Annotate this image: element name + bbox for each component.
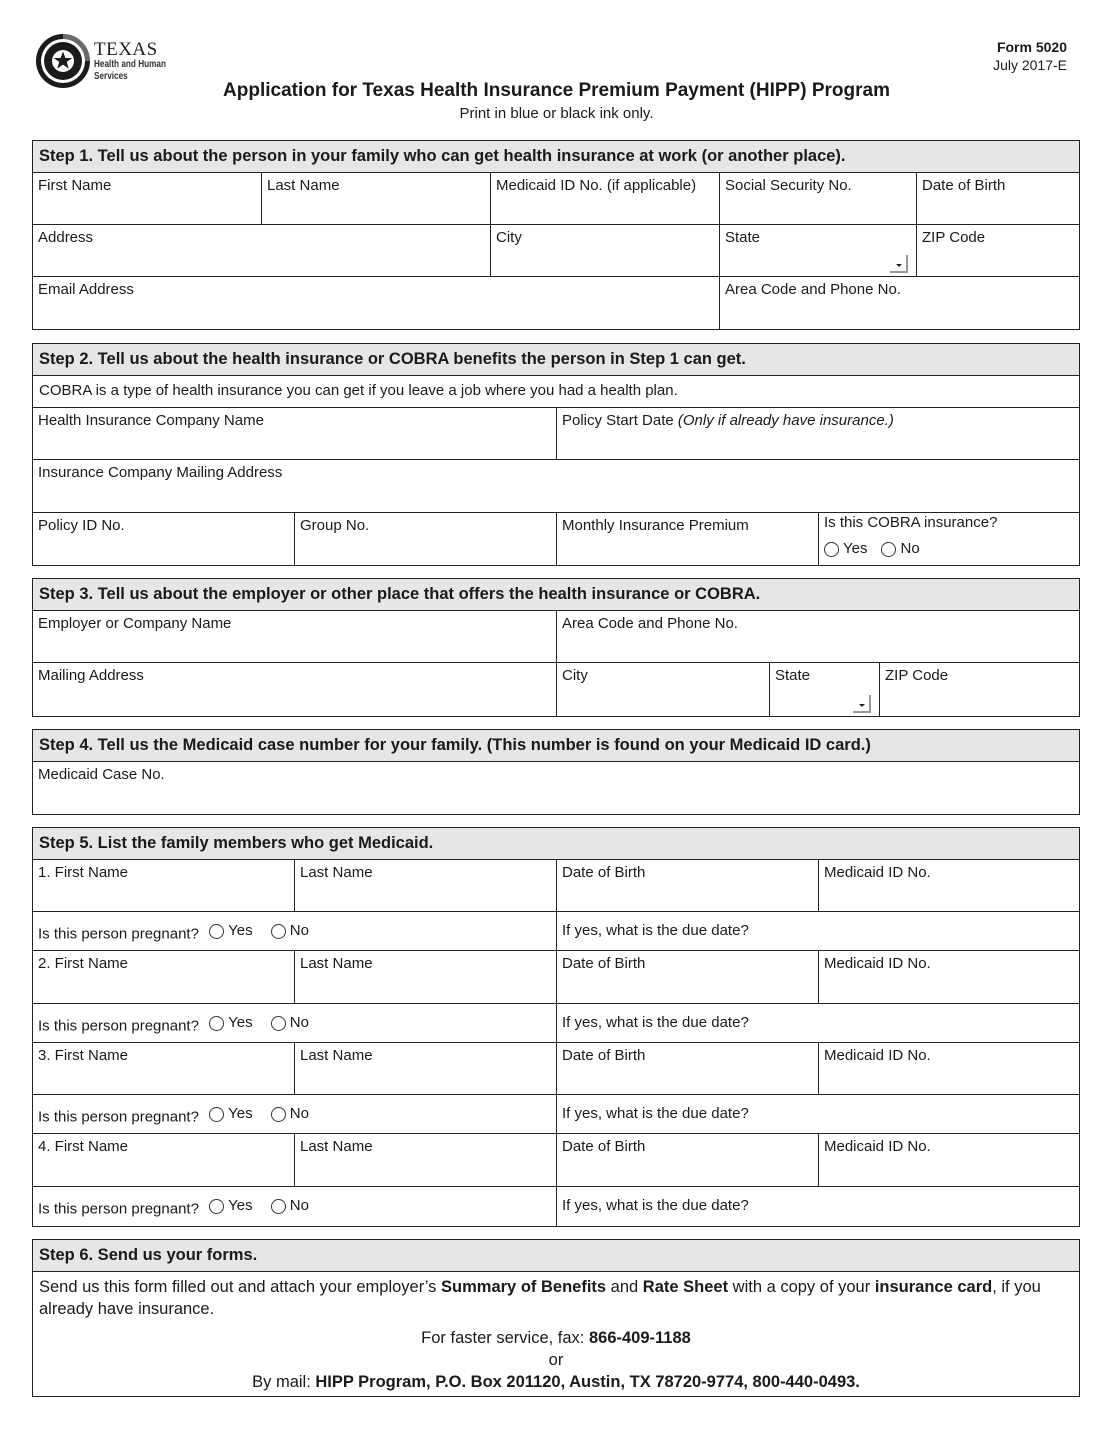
text: By mail: [252,1373,316,1391]
phone-field[interactable] [720,277,1079,329]
radio-circle-icon [271,1107,286,1122]
radio-label: No [289,1014,309,1031]
field-label: Policy ID No. [38,517,125,534]
step4-section [32,729,1080,815]
pregnant-yes-radio[interactable] [209,1105,252,1123]
member-first-name-field[interactable] [33,1043,295,1094]
radio-label: Yes [228,1014,253,1031]
field-label: 1. First Name [38,864,129,881]
field-label: Is this person pregnant? [38,1108,199,1126]
field-label: Area Code and Phone No. [562,615,738,632]
member-last-name-field[interactable] [295,860,557,911]
member-last-name-field[interactable] [295,1134,557,1186]
insurance-mailing-address-field[interactable] [33,460,1079,512]
field-label: ZIP Code [922,229,986,246]
due-date-field[interactable] [557,912,1079,950]
field-label: Email Address [38,281,134,298]
policy-start-date-field[interactable] [557,408,1079,459]
field-label: Last Name [300,864,373,881]
field-label: 2. First Name [38,955,129,972]
state-select[interactable] [720,225,917,276]
field-label: Area Code and Phone No. [725,281,901,298]
radio-label: Yes [843,540,868,557]
cobra-no-radio[interactable] [881,540,919,558]
member-dob-field[interactable] [557,1043,819,1094]
monthly-premium-field[interactable] [557,513,819,565]
step1-row1 [33,173,1079,225]
member-dob-field[interactable] [557,1134,819,1186]
field-label: State [725,229,761,246]
field-label: ZIP Code [885,667,949,684]
chevron-down-icon[interactable] [853,695,871,713]
field-label: Insurance Company Mailing Address [38,464,283,481]
field-label: State [775,667,811,684]
step2-section [32,343,1080,566]
step6-section [32,1239,1080,1397]
text: Send us this form filled out and attach your employer’s [39,1278,442,1296]
pregnant-yes-radio[interactable] [209,1014,252,1032]
member-2-pregnancy-row [33,1004,1079,1043]
field-label: Mailing Address [38,667,144,684]
insurance-company-name-field[interactable] [33,408,557,459]
field-label: Medicaid ID No. [824,864,931,881]
radio-label: No [289,922,309,939]
due-date-field[interactable] [557,1004,1079,1042]
step1-row3 [33,277,1079,329]
mail-address: HIPP Program, P.O. Box 201120, Austin, TX 78720-9774, 800-440-0493. [315,1373,860,1391]
due-date-field[interactable] [557,1187,1079,1226]
step5-section [32,827,1080,1227]
member-3-row [33,1043,1079,1095]
step2-heading: Step 2. Tell us about the health insurance or COBRA benefits the person in Step 1 can get. [33,344,1079,376]
step2-row1 [33,408,1079,460]
field-label: If yes, what is the due date? [562,922,749,939]
member-medicaid-id-field[interactable] [819,860,1079,911]
pregnant-question [33,912,557,950]
pregnant-question [33,1004,557,1042]
member-1-pregnancy-row [33,912,1079,951]
field-label: Employer or Company Name [38,615,232,632]
member-dob-field[interactable] [557,951,819,1003]
page-title: Application for Texas Health Insurance Premium Payment (HIPP) Program [223,80,890,101]
field-label: Medicaid Case No. [38,766,165,783]
step4-heading: Step 4. Tell us the Medicaid case number for your family. (This number is found on your Medicaid ID card.) [33,730,1079,762]
bold-text: insurance card [874,1278,993,1296]
step1-row2 [33,225,1079,277]
pregnant-no-radio[interactable] [271,1014,309,1032]
policy-id-field[interactable] [33,513,295,565]
cobra-note: COBRA is a type of health insurance you can get if you leave a job where you had a health plan. [33,376,1079,408]
field-label: First Name [38,177,112,194]
member-4-pregnancy-row [33,1187,1079,1226]
medicaid-id-field[interactable] [491,173,720,224]
step6-heading: Step 6. Send us your forms. [33,1240,1079,1272]
step1-heading: Step 1. Tell us about the person in your family who can get health insurance at work (or another place). [33,141,1079,173]
member-4-row [33,1134,1079,1187]
chevron-down-icon[interactable] [890,255,908,273]
step3-row1 [33,611,1079,663]
instructions-paragraph [39,1276,1073,1320]
field-label: 4. First Name [38,1138,129,1155]
field-label: If yes, what is the due date? [562,1014,749,1031]
group-no-field[interactable] [295,513,557,565]
field-label: Last Name [300,1138,373,1155]
radio-circle-icon [209,924,224,939]
radio-circle-icon [271,1199,286,1214]
field-label: Group No. [300,517,370,534]
form-id-block [993,38,1067,74]
radio-label: No [289,1197,309,1214]
field-label: Is this COBRA insurance? [824,514,998,531]
address-field[interactable] [33,225,491,276]
radio-circle-icon [271,1016,286,1031]
logo-line2: Services [94,71,128,82]
email-field[interactable] [33,277,720,329]
step6-instructions [33,1272,1079,1396]
step5-heading: Step 5. List the family members who get Medicaid. [33,828,1079,860]
member-first-name-field[interactable] [33,1134,295,1186]
radio-circle-icon [209,1107,224,1122]
pregnant-no-radio[interactable] [271,1105,309,1123]
cobra-yes-radio[interactable] [824,540,867,558]
field-label: Last Name [267,177,340,194]
radio-circle-icon [209,1199,224,1214]
employer-name-field[interactable] [33,611,557,662]
step1-section [32,140,1080,330]
field-label: Last Name [300,955,373,972]
field-label: Date of Birth [922,177,1006,194]
pregnant-question [33,1187,557,1226]
radio-circle-icon [824,542,839,557]
field-label: Health Insurance Company Name [38,412,264,429]
member-first-name-field[interactable] [33,860,295,911]
field-label: 3. First Name [38,1047,129,1064]
member-2-row [33,951,1079,1004]
radio-circle-icon [881,542,896,557]
employer-state-select[interactable] [770,663,880,716]
step2-row2 [33,460,1079,513]
mail-line [39,1371,1073,1393]
step4-row1 [33,762,1079,814]
medicaid-case-no-field[interactable] [33,762,1079,814]
pregnant-yes-radio[interactable] [209,922,252,940]
field-label: Medicaid ID No. [824,955,931,972]
or-line: or [548,1351,564,1369]
employer-phone-field[interactable] [557,611,1079,662]
pregnant-no-radio[interactable] [271,922,309,940]
field-label: If yes, what is the due date? [562,1197,749,1214]
employer-zip-field[interactable] [880,663,1079,716]
field-label: Date of Birth [562,1047,646,1064]
city-field[interactable] [491,225,720,276]
fax-line [39,1327,1073,1349]
field-label: If yes, what is the due date? [562,1105,749,1122]
field-label: Monthly Insurance Premium [562,517,749,534]
field-label: Last Name [300,1047,373,1064]
step3-section [32,578,1080,717]
radio-label: Yes [228,922,253,939]
pregnant-no-radio[interactable] [271,1197,309,1215]
member-medicaid-id-field[interactable] [819,1043,1079,1094]
due-date-field[interactable] [557,1095,1079,1133]
field-label: Date of Birth [562,955,646,972]
last-name-field[interactable] [262,173,491,224]
field-label: Medicaid ID No. (if applicable) [496,177,697,194]
cobra-question [819,513,1079,565]
field-label: Social Security No. [725,177,852,194]
step3-heading: Step 3. Tell us about the employer or other place that offers the health insurance or COBRA. [33,579,1079,611]
field-label: Address [38,229,94,246]
field-label: Is this person pregnant? [38,1200,199,1218]
form-date: July 2017-E [993,57,1067,73]
member-medicaid-id-field[interactable] [819,1134,1079,1186]
pregnant-question [33,1095,557,1133]
field-hint: (Only if already have insurance.) [677,412,894,429]
logo-texas: TEXAS [94,39,158,60]
dob-field[interactable] [917,173,1079,224]
radio-label: Yes [228,1105,253,1122]
member-last-name-field[interactable] [295,1043,557,1094]
employer-city-field[interactable] [557,663,770,716]
member-3-pregnancy-row [33,1095,1079,1134]
field-label: Medicaid ID No. [824,1047,931,1064]
field-label: Medicaid ID No. [824,1138,931,1155]
field-label: City [562,667,588,684]
zip-field[interactable] [917,225,1079,276]
member-dob-field[interactable] [557,860,819,911]
bold-text: Summary of Benefits [441,1278,607,1296]
first-name-field[interactable] [33,173,262,224]
member-last-name-field[interactable] [295,951,557,1003]
field-label: Is this person pregnant? [38,925,199,943]
ssn-field[interactable] [720,173,917,224]
field-label: Date of Birth [562,1138,646,1155]
logo-wordmark [94,40,182,83]
radio-circle-icon [271,924,286,939]
field-label: Is this person pregnant? [38,1017,199,1035]
text: and [606,1278,643,1296]
radio-label: Yes [228,1197,253,1214]
member-first-name-field[interactable] [33,951,295,1003]
member-medicaid-id-field[interactable] [819,951,1079,1003]
text: with a copy of your [728,1278,875,1296]
logo-line1: Health and Human [94,59,166,70]
bold-text: Rate Sheet [642,1278,729,1296]
radio-circle-icon [209,1016,224,1031]
field-label: City [496,229,522,246]
form-number: Form 5020 [996,39,1067,55]
employer-mailing-address-field[interactable] [33,663,557,716]
step2-row3 [33,513,1079,565]
field-label: Policy Start Date [562,412,674,429]
field-label: Date of Birth [562,864,646,881]
text: , if you already have insurance. [39,1278,1041,1318]
step3-row2 [33,663,1079,716]
page-subtitle: Print in blue or black ink only. [459,105,654,122]
pregnant-yes-radio[interactable] [209,1197,252,1215]
text: For faster service, fax: [421,1329,589,1347]
member-1-row [33,860,1079,912]
radio-label: No [900,540,920,557]
radio-label: No [289,1105,309,1122]
fax-number: 866-409-1188 [588,1329,691,1347]
